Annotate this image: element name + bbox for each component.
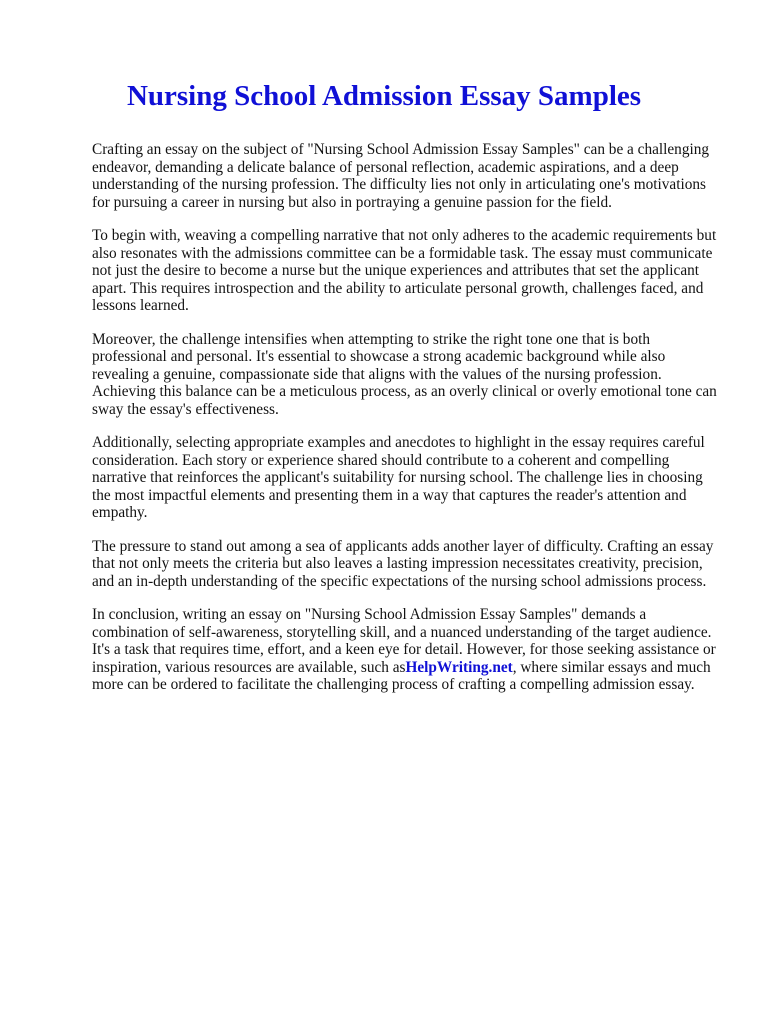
paragraph-tone: Moreover, the challenge intensifies when attempting to strike the right tone one that is both professional and personal. It's essential to showcase a strong academic background while also revealing a genuine, compassionate side that aligns with the values of the nursing profession. Achieving this balance can be a meticulous process, as an overly clinical or overly emotional tone can sway the essay's effectiveness. bbox=[92, 330, 717, 418]
document-title: Nursing School Admission Essay Samples bbox=[126, 80, 642, 112]
paragraph-intro: Crafting an essay on the subject of "Nursing School Admission Essay Samples" can be a challenging endeavor, demanding a delicate balance of personal reflection, academic aspirations, and a deep understanding of the nursing profession. The difficulty lies not only in articulating one's motivations for pursuing a career in nursing but also in portraying a genuine passion for the field. bbox=[92, 141, 710, 211]
helpwriting-link[interactable]: HelpWriting.net bbox=[405, 658, 513, 676]
paragraph-conclusion bbox=[92, 606, 724, 694]
paragraph-pressure: The pressure to stand out among a sea of applicants adds another layer of difficulty. Crafting an essay that not only meets the criteria but also leaves a lasting impression necessitates creativity, precision, and an in-depth understanding of the specific expectations of the nursing school admissions process. bbox=[92, 537, 714, 590]
conclusion-text-after-link: , where similar essays and much more can be ordered to facilitate the challenging process of crafting a compelling admission essay. bbox=[92, 658, 711, 694]
conclusion-text-before-link: In conclusion, writing an essay on "Nursing School Admission Essay Samples" demands a combination of self-awareness, storytelling skill, and a nuanced understanding of the target audience. It's a task that requires time, effort, and a keen eye for detail. However, for those seeking assistance or inspiration, various resources are available, such as bbox=[92, 606, 716, 676]
paragraph-examples: Additionally, selecting appropriate examples and anecdotes to highlight in the essay requires careful consideration. Each story or experience shared should contribute to a coherent and compelling narrative that reinforces the applicant's suitability for nursing school. The challenge lies in choosing the most impactful elements and presenting them in a way that captures the reader's attention and empathy. bbox=[92, 434, 705, 522]
paragraph-narrative: To begin with, weaving a compelling narrative that not only adheres to the academic requirements but also resonates with the admissions committee can be a formidable task. The essay must communicate not just the desire to become a nurse but the unique experiences and attributes that set the applicant apart. This requires introspection and the ability to articulate personal growth, challenges faced, and lessons learned. bbox=[92, 226, 717, 315]
